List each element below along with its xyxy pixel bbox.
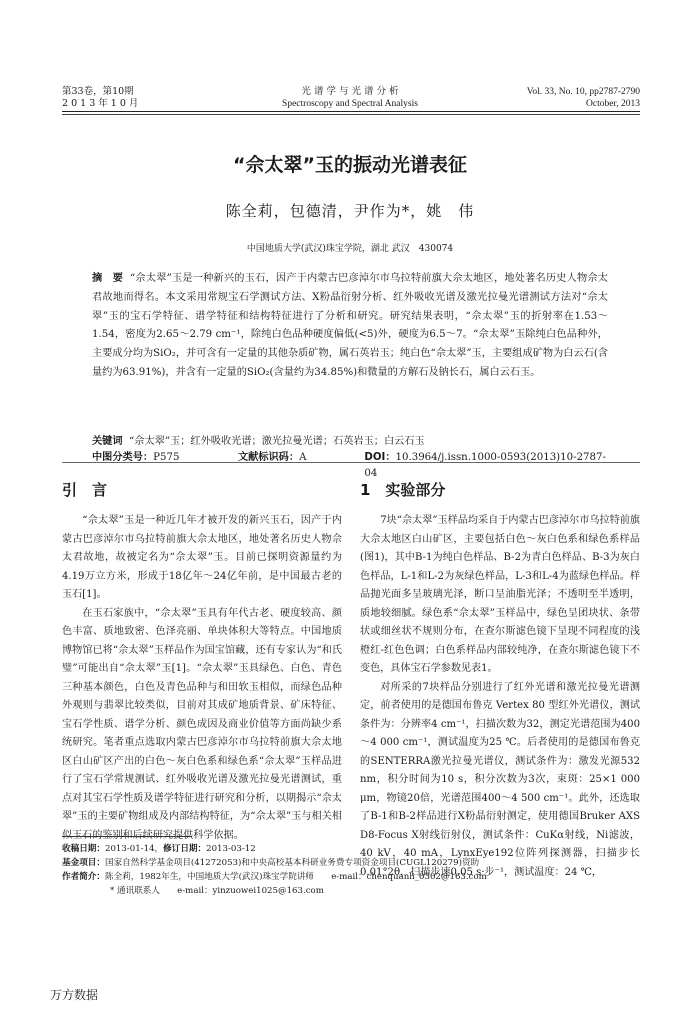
keywords-label: 关键词 — [92, 436, 123, 447]
clc-value: P575 — [153, 452, 180, 463]
doccode-value: A — [299, 452, 307, 463]
received-date: 2013-01-14， — [104, 844, 164, 854]
revised-date: 2013-03-12 — [206, 844, 256, 854]
header-journal-en: Spectroscopy and Spectral Analysis — [282, 99, 418, 109]
paper-title: “佘太翠”玉的振动光谱表征 — [233, 154, 467, 176]
abstract — [92, 270, 608, 383]
watermark: 万方数据 — [50, 988, 99, 1002]
header-rule — [62, 111, 640, 112]
keywords-block — [92, 434, 612, 482]
header-volume-cn: 第33卷，第10期 — [62, 86, 134, 97]
column-left — [62, 476, 342, 845]
author-bio-text: 陈全莉，1982年生，中国地质大学(武汉)珠宝学院讲师 e-mail：chenquanli_0302@163.com — [104, 872, 487, 882]
header-volume-en — [527, 86, 640, 110]
section1-paragraph-1: 7块“佘太翠”玉样品均采自于内蒙古巴彦淖尔市乌拉特前旗大佘太地区白山矿区，主要包括白色～灰白色系和绿色系样品(图1)，其中B-1为纯白色样品、B-2为青白色样品、B-3为灰白色样品，L-1和L-2为灰绿色样品，L-3和L-4为蓝绿色样品。样品抛光面多呈玻璃光泽，断口呈油脂光泽；不透明至半透明，质地较细腻。绿色系“佘太翠”玉样品中，绿色呈团块状、条带状或细丝状不规则分布，在查尔斯滤色镜下呈现不同程度的浅橙红-红色色调；白色系样品内部较纯净，在查尔斯滤色镜下不变色，具体宝石学参数见表1。 — [360, 515, 640, 674]
corresponding-author: * 通讯联系人 e-mail：yinzuowei1025@163.com — [110, 886, 324, 896]
section1-heading: 1 实验部分 — [360, 481, 446, 499]
paper-authors: 陈全莉，包德清，尹作为*，姚 伟 — [225, 202, 475, 220]
received-label: 收稿日期： — [62, 844, 105, 854]
section1-paragraph-2: 对所采的7块样品分别进行了红外光谱和激光拉曼光谱测定，前者使用的是德国布鲁克 Vertex 80 型红外光谱仪，测试条件为：分辨率4 cm⁻¹，扫描次数为32，测定光谱范围为400～4 000 cm⁻¹，测试温度为25 ℃。后者使用的是德国布鲁克的SENTERRA激光拉曼光谱仪，测试条件为：激发光源532 nm，积分时间为10 s，积分次数为3次，束斑：25×1 000 μm，物镜20倍，光谱范围400～4 500 cm⁻¹。此外，还选取了B-1和B-2样品进行X粉晶衍射测定，使用德国Bruker AXS D8-Focus X射线衍射仪，测试条件：CuKα射线，Ni滤波，40 kV，40 mA，LynxEye192位阵列探测器，扫描步长0.01°2θ，扫描步速0.05 s·步⁻¹，测试温度：24 ℃， — [360, 681, 640, 878]
intro-paragraph-1: “佘太翠”玉是一种近几年才被开发的新兴玉石，因产于内蒙古巴彦淖尔市乌拉特前旗大佘太地区，地处著名历史人物佘太君故地，故被定名为“佘太翠”玉。目前已探明资源量约为4.19万立方米，形成于18亿年～24亿年前，是中国最古老的玉石[1]。 — [62, 515, 342, 600]
author-bio-label: 作者简介： — [62, 872, 105, 882]
footnote-rule — [62, 836, 192, 837]
keywords-text: “佘太翠”玉；红外吸收光谱；激光拉曼光谱；石英岩玉；白云石玉 — [129, 436, 425, 447]
intro-heading: 引 言 — [62, 481, 108, 499]
header-date-en: October, 2013 — [586, 99, 640, 109]
clc-label: 中图分类号： — [92, 452, 154, 463]
abstract-text: “佘太翠”玉是一种新兴的玉石，因产于内蒙古巴彦淖尔市乌拉特前旗大佘太地区，地处著名历史人物佘太君故地而得名。本文采用常规宝石学测试方法、X粉晶衍射分析、红外吸收光谱及激光拉曼光谱测试方法对“佘太翠”玉的宝石学特征、谱学特征和结构特征进行了分析和研究。研究结果表明，“佘太翠”玉的折射率在1.53～1.54，密度为2.65～2.79 cm⁻¹，除纯白色品种硬度偏低(<5)外，硬度为6.5～7。“佘太翠”玉除纯白色品种外，主要成分均为SiO₂，并可含有一定量的其他杂质矿物，属石英岩玉；纯白色“佘太翠”玉，主要组成矿物为白云石(含量约为63.91%)，并含有一定量的SiO₂(含量约为34.85%)和微量的方解石及钠长石，属白云石玉。 — [92, 273, 608, 378]
fund-label: 基金项目： — [62, 858, 105, 868]
doi-value: 10.3964/j.issn.1000-0593(2013)10-2787-04 — [364, 452, 606, 479]
section-divider — [62, 462, 640, 463]
footnotes — [62, 842, 642, 898]
intro-paragraph-2: 在玉石家族中，“佘太翠”玉具有年代古老、硬度较高、颜色丰富、质地致密、色泽亮丽、单块体积大等特点。中国地质博物馆已将“佘太翠”玉样品作为国宝馆藏，还有专家认为“和氏璧”可能出自“佘太翠”玉[1]。“佘太翠”玉具绿色、白色、青色三种基本颜色，白色及青色品种与和田软玉相似，而绿色品种外观则与翡翠比较类似，目前对其成矿地质背景、矿床特征、宝石学性质、谱学分析、颜色成因及商业价值等方面尚缺少系统研究。笔者重点选取内蒙古巴彦淖尔市乌拉特前旗大佘太地区白山矿区产出的白色～灰白色系和绿色系“佘太翠”玉样品进行了宝石学常规测试、红外吸收光谱及激光拉曼光谱测试，重点对其宝石学性质及谱学特征进行研究和分析，以期揭示“佘太翠”玉的主要矿物组成及内部结构特征，为“佘太翠”玉与相关相似玉石的鉴别和后续研究提供科学依据。 — [62, 607, 342, 841]
header-vol-en: Vol. 33, No. 10, pp2787-2790 — [526, 87, 640, 97]
column-right — [360, 476, 640, 882]
revised-label: 修订日期： — [163, 844, 207, 854]
doi-label: DOI： — [364, 452, 396, 463]
fund-text: 国家自然科学基金项目(41272053)和中央高校基本科研业务费专项资金项目(CUGL120279)资助 — [104, 858, 480, 868]
paper-affiliation: 中国地质大学(武汉)珠宝学院，湖北 武汉 430074 — [246, 244, 454, 254]
header-date-cn: 2 0 1 3 年 1 0 月 — [62, 98, 139, 109]
doccode-label: 文献标识码： — [237, 452, 300, 463]
header-journal-cn: 光 谱 学 与 光 谱 分 析 — [301, 86, 399, 97]
abstract-label: 摘 要 — [92, 273, 124, 284]
header-rule-thin — [62, 114, 640, 115]
